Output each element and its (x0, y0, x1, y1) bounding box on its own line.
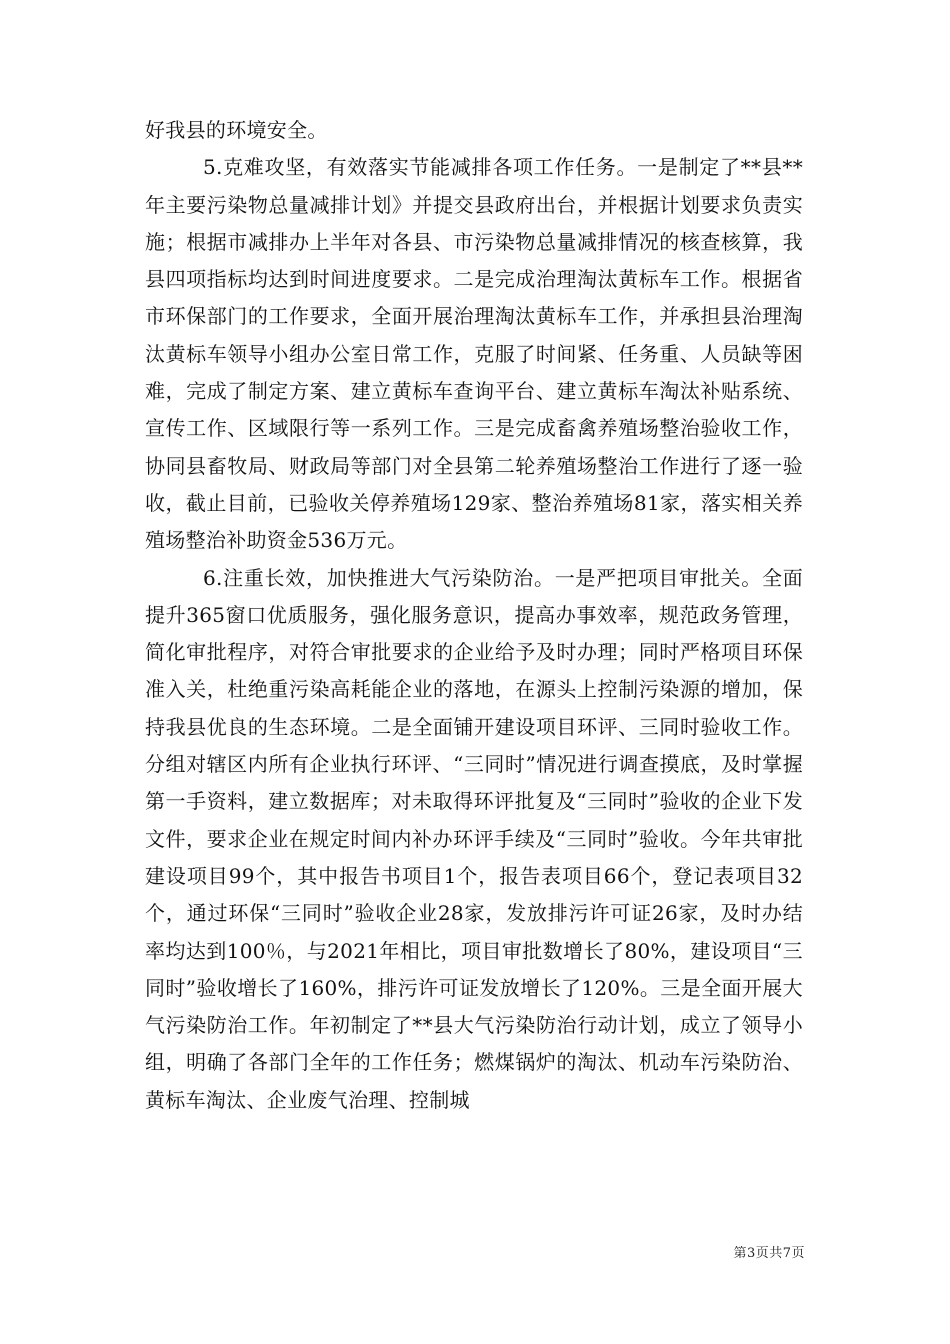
paragraph-item-5: 5.克难攻坚，有效落实节能减排各项工作任务。一是制定了**县**年主要污染物总量减排计划》并提交县政府出台，并根据计划要求负责实施；根据市减排办上半年对各县、市污染物总量减排情况的核查核算，我县四项指标均达到时间进度要求。二是完成治理淘汰黄标车工作。根据省市环保部门的工作要求，全面开展治理淘汰黄标车工作，并承担县治理淘汰黄标车领导小组办公室日常工作，克服了时间紧、任务重、人员缺等困难，完成了制定方案、建立黄标车查询平台、建立黄标车淘汰补贴系统、宣传工作、区域限行等一系列工作。三是完成畜禽养殖场整治验收工作，协同县畜牧局、财政局等部门对全县第二轮养殖场整治工作进行了逐一验收，截止目前，已验收关停养殖场129家、整治养殖场81家，落实相关养殖场整治补助资金536万元。 (145, 155, 803, 553)
paragraph-continuation: 好我县的环境安全。 (145, 118, 328, 142)
page-number-footer: 第3页共7页 (733, 1246, 805, 1261)
paragraph-item-6: 6.注重长效，加快推进大气污染防治。一是严把项目审批关。全面提升365窗口优质服务，强化服务意识，提高办事效率，规范政务管理，简化审批程序，对符合审批要求的企业给予及时办理；同时严格项目环保准入关，杜绝重污染高耗能企业的落地，在源头上控制污染源的增加，保持我县优良的生态环境。二是全面铺开建设项目环评、三同时验收工作。分组对辖区内所有企业执行环评、“三同时”情况进行调查摸底，及时掌握第一手资料，建立数据库；对未取得环评批复及“三同时”验收的企业下发文件，要求企业在规定时间内补办环评手续及“三同时”验收。今年共审批建设项目99个，其中报告书项目1个，报告表项目66个，登记表项目32个，通过环保“三同时”验收企业28家，发放排污许可证26家，及时办结率均达到100％，与2021年相比，项目审批数增长了80%，建设项目“三同时”验收增长了160%，排污许可证发放增长了120%。三是全面开展大气污染防治工作。年初制定了**县大气污染防治行动计划，成立了领导小组，明确了各部门全年的工作任务；燃煤锅炉的淘汰、机动车污染防治、黄标车淘汰、企业废气治理、控制城 (145, 565, 803, 1112)
document-body (145, 112, 803, 1119)
